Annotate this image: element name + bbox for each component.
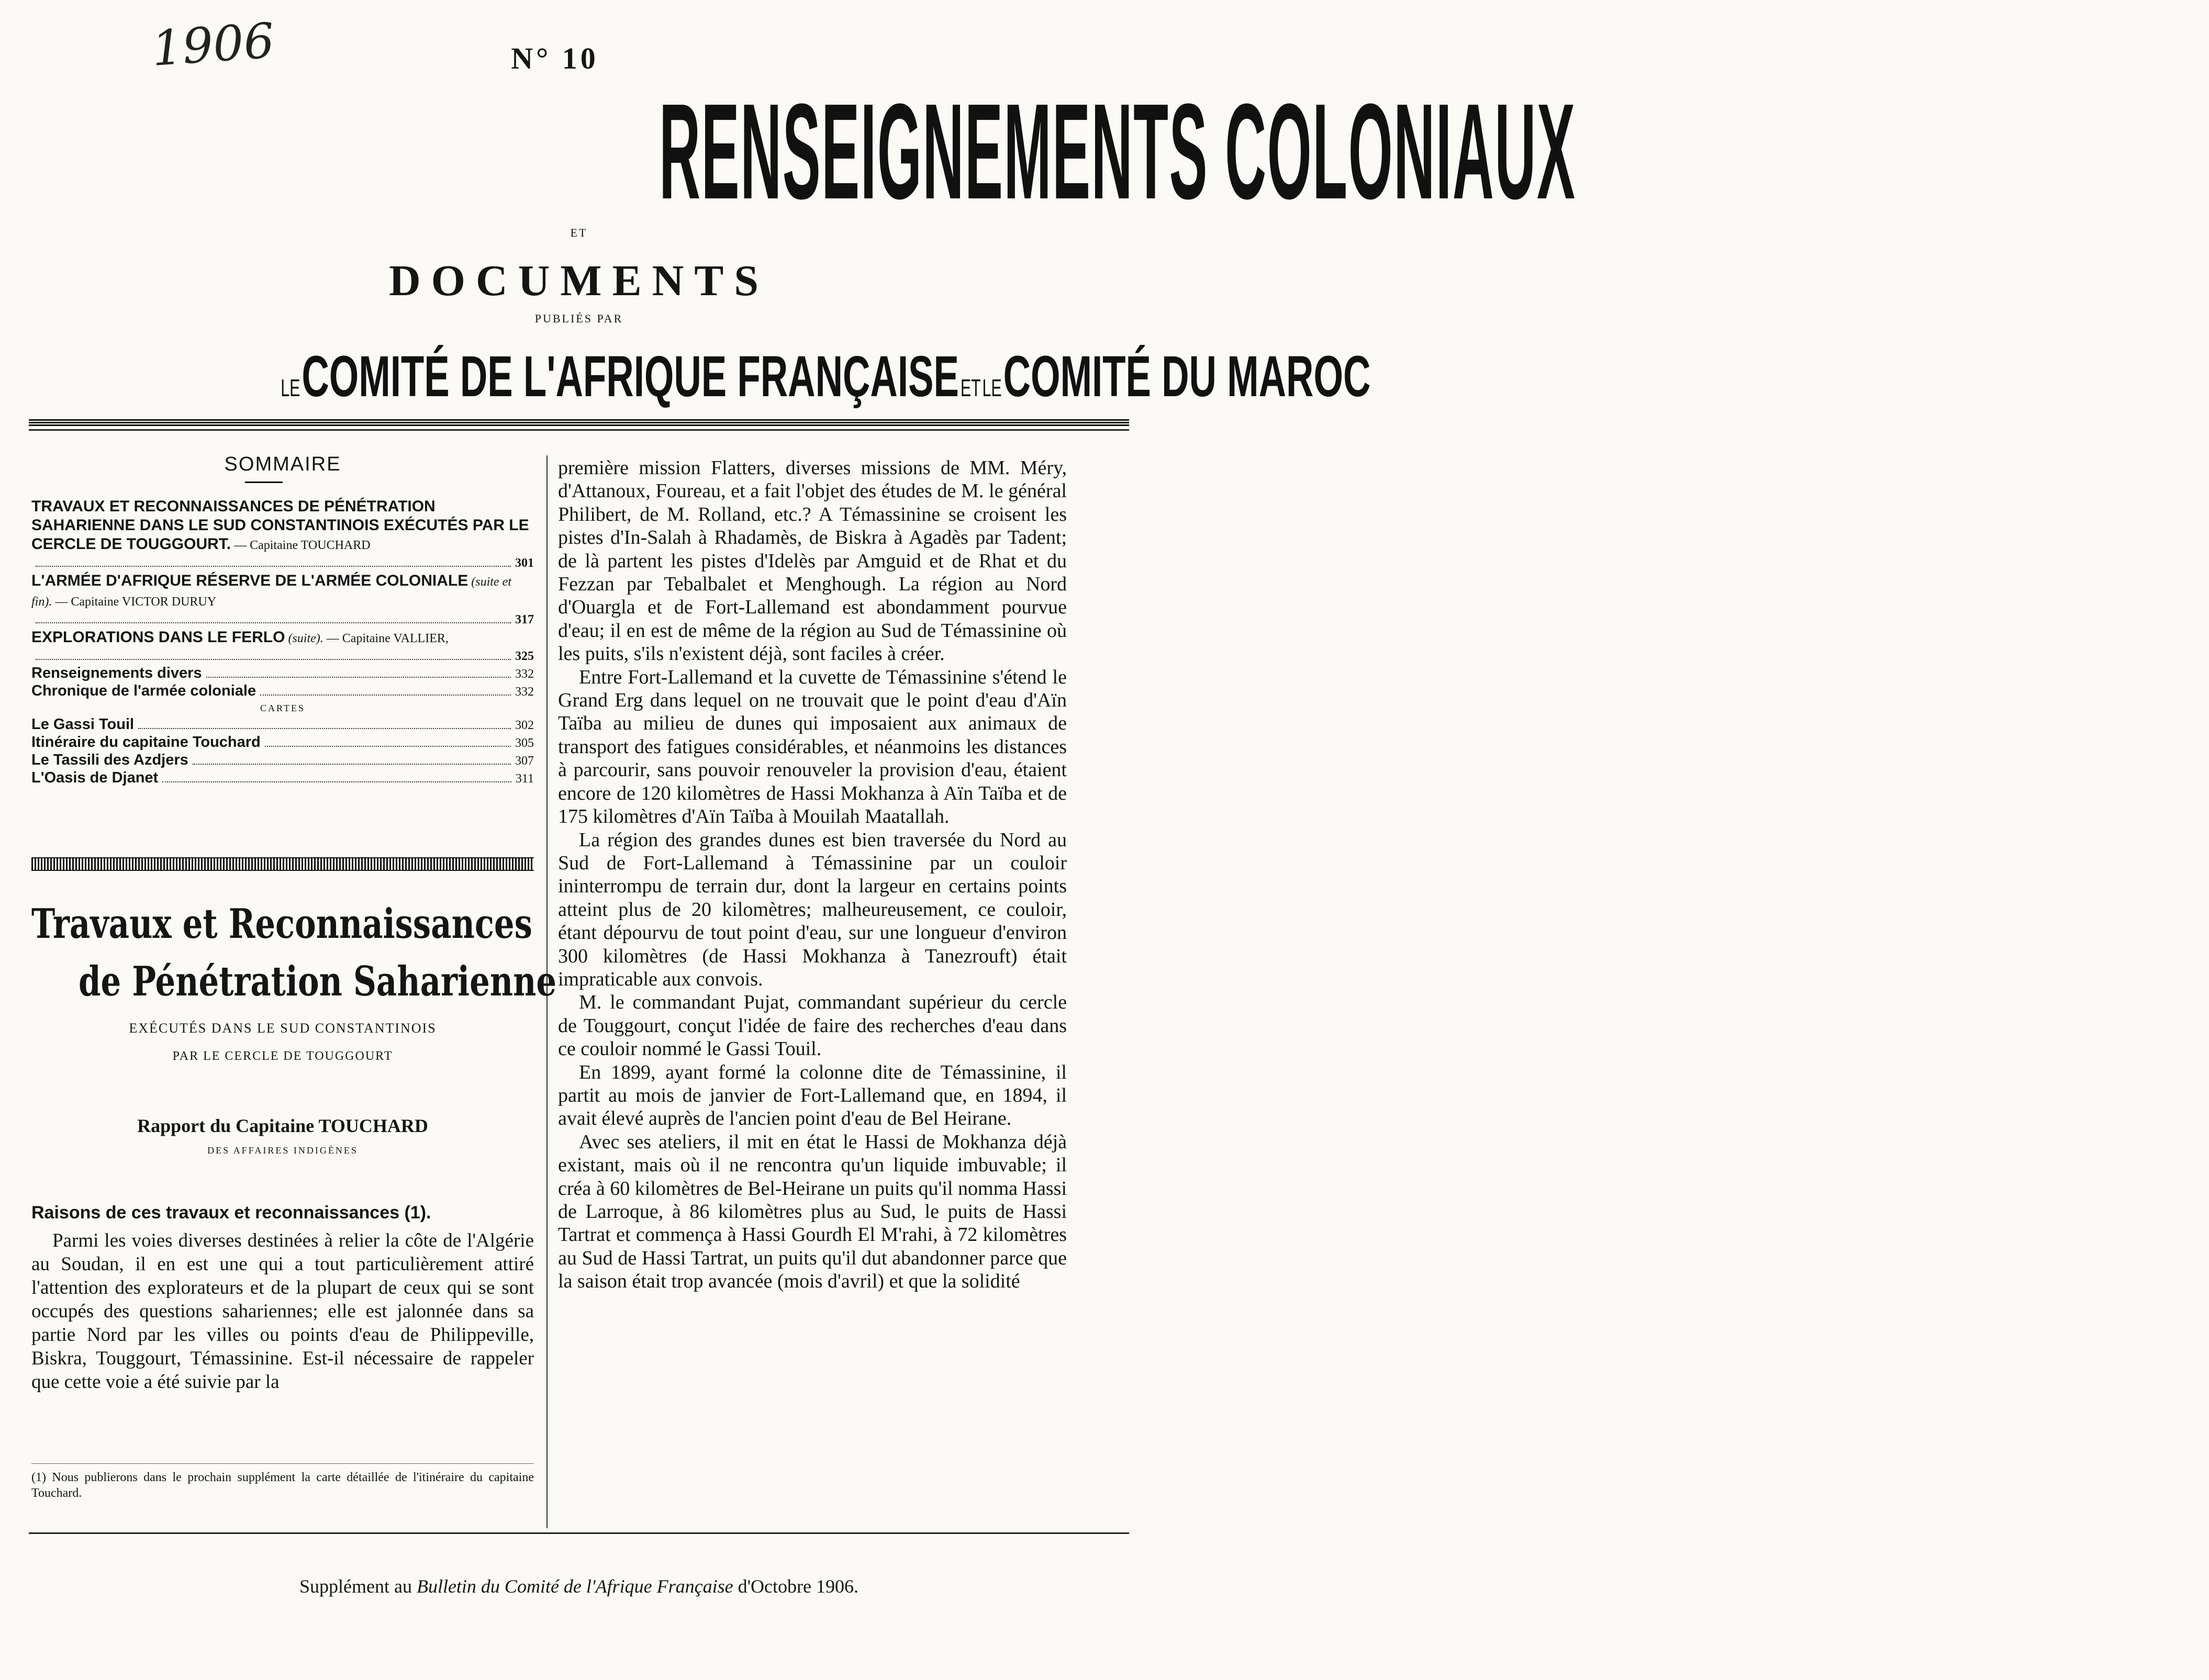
article-subtitle-2: PAR LE CERCLE DE TOUGGOURT (172, 1049, 393, 1063)
body-paragraph: Parmi les voies diverses destinées à relier la côte de l'Algérie au Soudan, il en est une qui a tout particulièrement attiré l'attention des explorateurs et de la plupart de ceux qui se sont occupés des questions sahariennes; elle est jalonnée dans sa partie Nord par les villes ou points d'eau de Philippeville, Biskra, Touggourt, Témassinine. Est-il nécessaire de rappeler que cette voie a été suivie par la (31, 1230, 534, 1393)
body-paragraph: première mission Flatters, diverses missions de MM. Méry, d'Attanoux, Foureau, et a fait l'objet des études de M. le général Philibert, de M. Rolland, etc.? A Témassinine se croisent les pistes d'In-Salah à Rhadamès, de Biskra à Agadès par Tadent; de là partent les pistes d'Idelès par Amguid et de Rhat et du Fezzan par Tebalbalet et Menghough. La région au Nord d'Ouargla et de Fort-Lallemand est abondamment pourvue d'eau; il en est de même de la région au Sud de Témassinine où les puits, s'ils n'existent déjà, sont faciles à créer. (558, 457, 1067, 665)
issue-number: N° 10 (511, 41, 599, 75)
body-paragraph: Entre Fort-Lallemand et la cuvette de Témassinine s'étend le Grand Erg dans lequel on ne trouvait que le point d'eau d'Aïn Taïba au milieu de dunes qui imposaient aux animaux de transport des fatigues considérables, et néanmoins les distances à parcourir, sans pouvoir renouveler la provision d'eau, étaient encore de 120 kilomètres de Hassi Mokhanza à Aïn Taïba et de 175 kilomètres d'Aïn Taïba à Mouilah Maatallah. (558, 666, 1067, 828)
publies-par: PUBLIÉS PAR (534, 312, 623, 325)
rapport-subtitle: DES AFFAIRES INDIGÈNES (207, 1145, 358, 1156)
toc-label: L'Oasis de Djanet (31, 769, 159, 786)
toc-entry-note: (suite). (285, 632, 323, 645)
header-rule-heavy (29, 419, 1129, 426)
toc-cartes-label: CARTES (260, 703, 305, 713)
toc-entry-author: — Capitaine VICTOR DURUY (52, 595, 217, 609)
toc-entry-page: 317 (515, 613, 534, 626)
toc-entry-title: TRAVAUX ET RECONNAISSANCES DE PÉNÉTRATION SAHARIENNE DANS LE SUD CONSTANTINOIS EXÉCUTÉS PAR LE CERCLE DE TOUGGOURT. (31, 498, 529, 553)
footer-prefix: Supplément au (299, 1576, 417, 1597)
article-subtitle-1: EXÉCUTÉS DANS LE SUD CONSTANTINOIS (129, 1021, 437, 1036)
footer-suffix: d'Octobre 1906. (733, 1576, 858, 1597)
toc-entry-note: (suite et fin). (31, 575, 511, 609)
body-paragraph: En 1899, ayant formé la colonne dite de Témassinine, il partit au mois de janvier de Fort-Lallemand que, en 1894, il avait élevé auprès de l'ancien point d'eau de Bel Heirane. (558, 1061, 1067, 1130)
toc-carte[interactable] (31, 716, 534, 734)
toc-label: Itinéraire du capitaine Touchard (31, 734, 261, 751)
toc-carte[interactable] (31, 769, 534, 787)
committee-afrique: COMITÉ DE L'AFRIQUE FRANÇAISE (302, 344, 959, 409)
masthead-et: ET (570, 226, 588, 239)
body-paragraph: La région des grandes dunes est bien traversée du Nord au Sud de Fort-Lallemand à Témassinine par un couloir ininterrompu de terrain dur, dont la largeur en certains points atteint plus de 20 kilomètres; malheureusement, ce couloir, étant dépourvu de tout point d'eau, sur une longueur d'environ 300 kilomètres (de Hassi Mokhanza à Tanezrouft) était impraticable aux convois. (558, 828, 1067, 990)
toc-label: Chronique de l'armée coloniale (31, 682, 256, 699)
ornamental-divider (31, 857, 534, 871)
article-title-line2 (79, 958, 557, 1005)
toc-entry-title: EXPLORATIONS DANS LE FERLO (31, 629, 285, 646)
toc-page: 305 (515, 736, 534, 750)
documents-title: DOCUMENTS (388, 256, 769, 305)
toc-entry-author: — Capitaine TOUCHARD (231, 539, 371, 552)
committee-le-1: LE (281, 374, 300, 401)
toc-entry-touchard[interactable] (31, 497, 534, 572)
toc-entry-title: L'ARMÉE D'AFRIQUE RÉSERVE DE L'ARMÉE COLONIALE (31, 572, 468, 589)
section-heading: Raisons de ces travaux et reconnaissances (1). (31, 1203, 431, 1223)
header-rule-thin (29, 429, 1129, 431)
toc-entry-page: 325 (515, 649, 534, 663)
masthead-title (26, 76, 1576, 228)
masthead-text: RENSEIGNEMENTS COLONIAUX (659, 76, 1576, 228)
toc-label: Le Gassi Touil (31, 716, 135, 733)
sommaire-title: SOMMAIRE (224, 453, 341, 475)
rapport-author: Rapport du Capitaine TOUCHARD (137, 1115, 428, 1136)
toc-page: 311 (515, 772, 534, 786)
toc-entry-page: 301 (515, 556, 534, 570)
toc-label: Le Tassili des Azdjers (31, 752, 188, 768)
toc-page: 307 (515, 754, 534, 768)
toc-carte[interactable] (31, 734, 534, 752)
footnote-rule (31, 1463, 534, 1464)
article-title-line1 (31, 900, 534, 948)
toc-entry-vallier[interactable] (31, 628, 534, 665)
toc-entry-author: — Capitaine VALLIER, (323, 632, 449, 645)
footnote: (1) Nous publierons dans le prochain supplément la carte détaillée de l'itinéraire du capitaine Touchard. (31, 1471, 534, 1500)
body-paragraph: M. le commandant Pujat, commandant supérieur du cercle de Touggourt, conçut l'idée de faire des recherches d'eau dans ce couloir nommé le Gassi Touil. (558, 991, 1067, 1060)
committee-line (0, 344, 1371, 409)
article-title-text: de Pénétration Saharienne (79, 958, 557, 1005)
toc-entry-duruy[interactable] (31, 572, 534, 628)
toc-page: 302 (515, 719, 534, 732)
toc-page: 332 (515, 685, 534, 699)
sommaire-underline (245, 481, 283, 483)
toc-chronique[interactable] (31, 682, 534, 700)
body-paragraph: Avec ses ateliers, il mit en état le Hassi de Mokhanza déjà existant, mais où il ne rencontra qu'un liquide imbuvable; il créa à 60 kilomètres de Bel-Heirane un puits qu'il nomma Hassi de Larroque, à 86 kilomètres plus au Sud, le puits de Hassi Tartrat et commença à Hassi Gourdh El M'rahi, à 72 kilomètres au Sud de Hassi Tartrat, un puits qu'il dut abandonner parce que la saison était trop avancée (mois d'avril) et que la solidité (558, 1130, 1067, 1293)
article-title-text: Travaux et Reconnaissances (31, 900, 532, 948)
supplement-footer (0, 1575, 1158, 1597)
toc-carte[interactable] (31, 752, 534, 769)
committee-et: ET (960, 374, 981, 401)
toc-renseignements[interactable] (31, 665, 534, 682)
toc-page: 332 (515, 667, 534, 681)
footer-bulletin: Bulletin du Comité de l'Afrique Française (416, 1576, 733, 1597)
bottom-rule (29, 1532, 1129, 1534)
handwritten-year: 1906 (150, 12, 276, 77)
right-column-body (558, 456, 1067, 1293)
committee-maroc: COMITÉ DU MAROC (1003, 344, 1371, 409)
toc-label: Renseignements divers (31, 665, 202, 681)
committee-le-2: LE (982, 374, 1002, 401)
table-of-contents (31, 497, 534, 787)
left-column-body (31, 1229, 534, 1394)
